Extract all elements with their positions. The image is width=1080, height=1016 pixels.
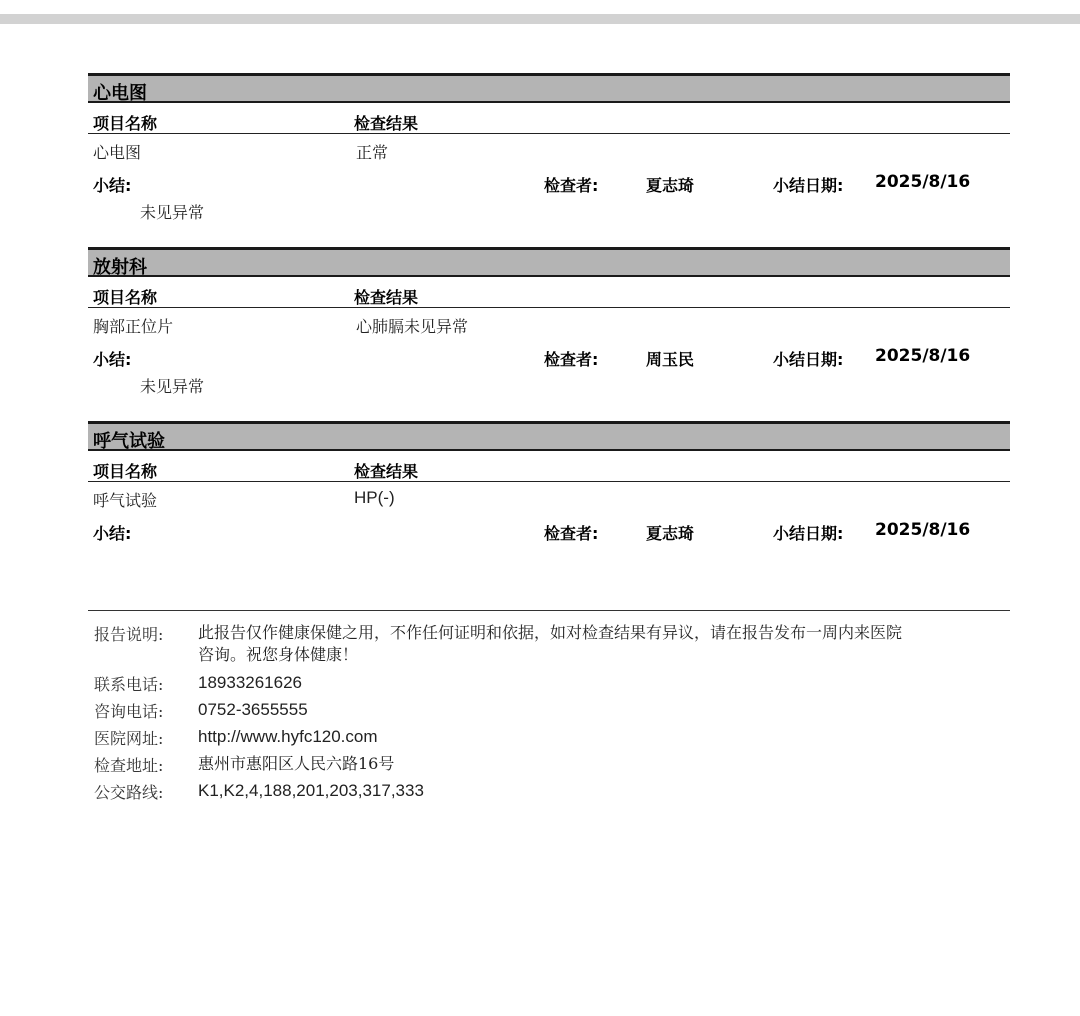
summary-date-label: 小结日期: [773,176,844,195]
checker-name: 夏志琦 [646,524,695,543]
checker-name: 夏志琦 [646,176,695,195]
column-header-result: 检查结果 [354,114,419,133]
column-header-item: 项目名称 [93,114,158,133]
report-note-text [198,622,998,666]
summary-label: 小结: [93,350,132,369]
report-note-line: 此报告仅作健康保健之用，不作任何证明和依据，如对检查结果有异议，请在报告发布一周内来医院 [198,623,903,642]
top-divider-strip [0,14,1080,24]
summary-date: 2025/8/16 [875,172,971,192]
exam-address: 惠州市惠阳区人民六路16号 [198,754,395,773]
summary-date: 2025/8/16 [875,346,971,366]
checker-label: 检查者: [544,176,599,195]
item-name: 呼气试验 [93,491,158,510]
summary-text: 未见异常 [140,203,205,222]
summary-label: 小结: [93,176,132,195]
item-name: 胸部正位片 [93,317,174,336]
item-result: 正常 [356,143,389,162]
section-radiology [88,247,1010,407]
item-result: 心肺膈未见异常 [356,317,469,336]
hospital-site-label: 医院网址: [94,729,164,748]
section-ecg [88,73,1010,233]
section-title: 心电图 [93,83,147,104]
report-note-line: 咨询。祝您身体健康！ [198,645,359,664]
checker-label: 检查者: [544,524,599,543]
bus-routes: K1,K2,4,188,201,203,317,333 [198,781,424,800]
column-header-rule [88,133,1010,134]
bus-route-label: 公交路线: [94,783,164,802]
report-footer [94,622,1010,812]
section-title: 呼气试验 [93,431,165,452]
column-header-item: 项目名称 [93,462,158,481]
footer-rule [88,610,1010,611]
summary-date-label: 小结日期: [773,524,844,543]
exam-address-label: 检查地址: [94,756,164,775]
section-header [88,421,1010,451]
hospital-site-link[interactable]: http://www.hyfc120.com [198,727,378,746]
section-header [88,247,1010,277]
summary-label: 小结: [93,524,132,543]
report-note-label: 报告说明: [94,625,164,644]
checker-label: 检查者: [544,350,599,369]
section-breath-test [88,421,1010,561]
column-header-item: 项目名称 [93,288,158,307]
summary-date-label: 小结日期: [773,350,844,369]
column-header-result: 检查结果 [354,288,419,307]
column-header-rule [88,307,1010,308]
contact-phone-label: 联系电话: [94,675,164,694]
column-header-result: 检查结果 [354,462,419,481]
consult-phone-label: 咨询电话: [94,702,164,721]
checker-name: 周玉民 [646,350,695,369]
section-title: 放射科 [93,257,147,278]
summary-date: 2025/8/16 [875,520,971,540]
column-header-rule [88,481,1010,482]
item-result: HP(-) [354,488,395,507]
contact-phone: 18933261626 [198,673,303,692]
item-name: 心电图 [93,143,142,162]
summary-text: 未见异常 [140,377,205,396]
consult-phone: 0752-3655555 [198,700,308,719]
section-header [88,73,1010,103]
